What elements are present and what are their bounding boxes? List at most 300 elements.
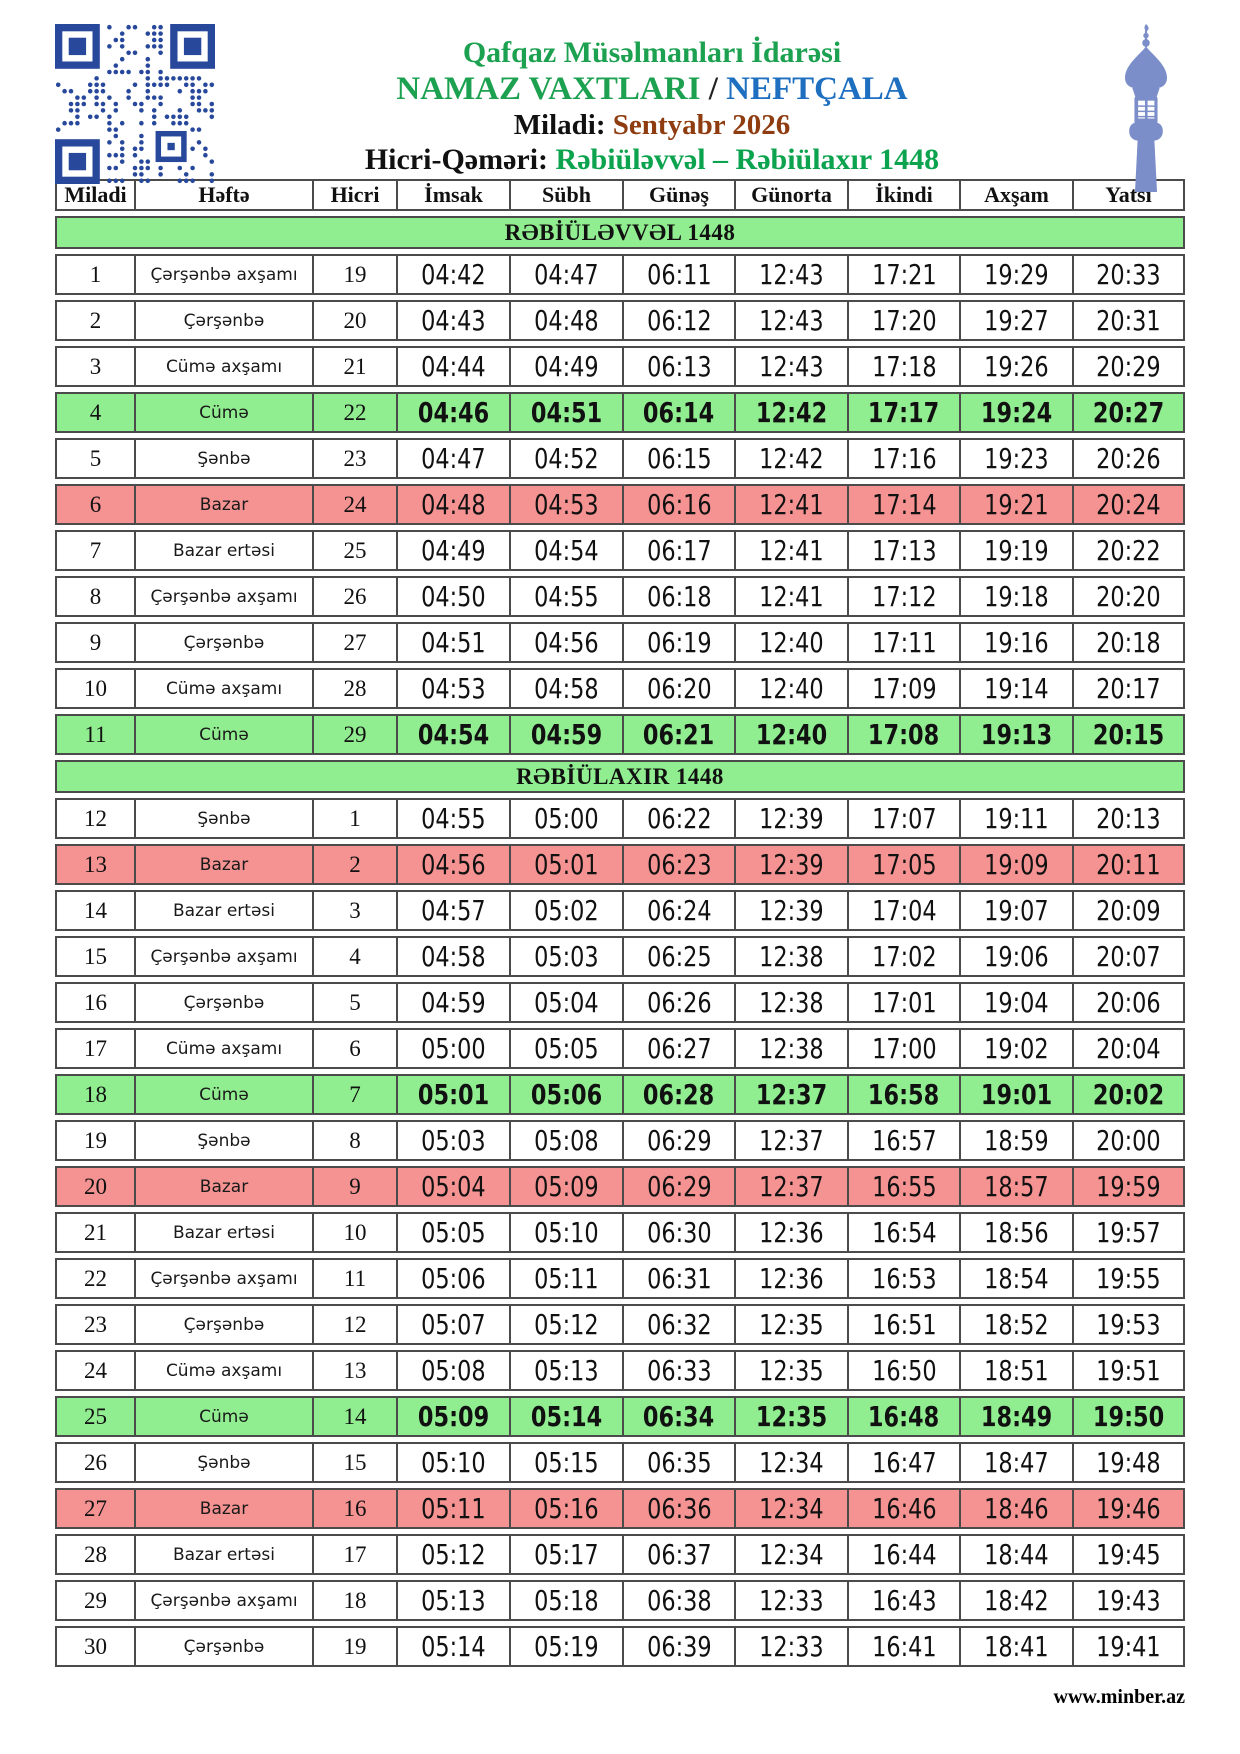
time-value: 17:09 [871, 671, 937, 705]
time-cell-5 [960, 1396, 1073, 1437]
time-cell-0 [397, 346, 510, 387]
time-cell-3 [735, 1120, 848, 1161]
time-value: 05:08 [421, 1353, 486, 1387]
weekday-name: Bazar [135, 1488, 313, 1529]
minaret-icon [1100, 24, 1192, 192]
time-value: 16:44 [871, 1537, 937, 1571]
miladi-day: 11 [55, 714, 135, 755]
prayer-row-day-4 [55, 392, 1185, 433]
time-cell-5 [960, 576, 1073, 617]
weekday-name: Bazar [135, 484, 313, 525]
miladi-day: 22 [55, 1258, 135, 1299]
time-cell-5 [960, 668, 1073, 709]
time-value: 17:13 [871, 533, 937, 567]
weekday-name: Çərşənbə axşamı [135, 936, 313, 977]
time-cell-3 [735, 1074, 848, 1115]
time-value: 06:15 [646, 441, 712, 475]
time-cell-2 [623, 1074, 735, 1115]
time-value: 06:27 [646, 1031, 712, 1065]
time-cell-6 [1073, 346, 1185, 387]
time-cell-1 [510, 254, 623, 295]
time-cell-5 [960, 1120, 1073, 1161]
time-value: 18:49 [980, 1399, 1053, 1433]
time-cell-2 [623, 1028, 735, 1069]
time-cell-4 [848, 982, 960, 1023]
time-value: 06:34 [643, 1399, 715, 1433]
time-cell-1 [510, 1120, 623, 1161]
time-value: 04:50 [421, 579, 486, 613]
miladi-day: 28 [55, 1534, 135, 1575]
time-value: 12:41 [759, 579, 824, 613]
time-value: 12:38 [759, 939, 824, 973]
time-cell-3 [735, 254, 848, 295]
time-cell-5 [960, 714, 1073, 755]
time-value: 04:48 [421, 487, 486, 521]
time-cell-6 [1073, 982, 1185, 1023]
time-value: 05:03 [534, 939, 599, 973]
prayer-row-day-14 [55, 890, 1185, 931]
time-cell-5 [960, 1442, 1073, 1483]
time-cell-1 [510, 576, 623, 617]
time-value: 17:20 [871, 303, 937, 337]
time-cell-2 [623, 1166, 735, 1207]
time-value: 16:58 [868, 1077, 940, 1111]
time-cell-6 [1073, 1626, 1185, 1667]
time-cell-0 [397, 1442, 510, 1483]
time-cell-3 [735, 1350, 848, 1391]
time-value: 12:42 [755, 395, 828, 429]
hicri-day: 8 [313, 1120, 397, 1161]
time-cell-6 [1073, 1074, 1185, 1115]
prayer-times-table [55, 174, 1185, 1672]
time-cell-3 [735, 1396, 848, 1437]
time-cell-3 [735, 484, 848, 525]
time-cell-6 [1073, 1488, 1185, 1529]
time-value: 05:14 [530, 1399, 603, 1433]
time-value: 20:00 [1096, 1123, 1161, 1157]
time-cell-6 [1073, 254, 1185, 295]
column-header-6: Günorta [735, 179, 848, 211]
hicri-day: 2 [313, 844, 397, 885]
time-cell-5 [960, 1258, 1073, 1299]
time-value: 20:22 [1096, 533, 1161, 567]
weekday-name: Bazar [135, 844, 313, 885]
time-value: 06:18 [646, 579, 712, 613]
time-cell-6 [1073, 438, 1185, 479]
time-cell-4 [848, 1166, 960, 1207]
time-value: 06:39 [646, 1629, 712, 1663]
time-cell-0 [397, 890, 510, 931]
column-header-0: Miladi [55, 179, 135, 211]
time-cell-2 [623, 392, 735, 433]
time-cell-5 [960, 844, 1073, 885]
time-cell-6 [1073, 1442, 1185, 1483]
time-cell-1 [510, 844, 623, 885]
time-cell-3 [735, 1626, 848, 1667]
footer-website: www.minber.az [1053, 1686, 1185, 1708]
time-cell-3 [735, 438, 848, 479]
time-cell-6 [1073, 844, 1185, 885]
time-value: 19:46 [1096, 1491, 1161, 1525]
time-cell-2 [623, 1534, 735, 1575]
time-value: 20:02 [1092, 1077, 1165, 1111]
time-cell-5 [960, 1488, 1073, 1529]
time-cell-0 [397, 392, 510, 433]
time-cell-1 [510, 936, 623, 977]
title-block [216, 24, 1088, 178]
prayer-row-day-13 [55, 844, 1185, 885]
section-title: RƏBİÜLƏVVƏL 1448 [55, 216, 1185, 249]
time-value: 05:00 [534, 801, 599, 835]
time-value: 19:07 [984, 893, 1049, 927]
miladi-day: 25 [55, 1396, 135, 1437]
time-value: 20:13 [1096, 801, 1161, 835]
weekday-name: Şənbə [135, 1120, 313, 1161]
time-value: 04:47 [534, 257, 599, 291]
time-value: 06:29 [646, 1169, 712, 1203]
time-cell-2 [623, 1304, 735, 1345]
weekday-name: Çərşənbə [135, 622, 313, 663]
time-value: 05:11 [421, 1491, 486, 1525]
time-value: 04:46 [417, 395, 490, 429]
time-cell-2 [623, 576, 735, 617]
prayer-row-day-15 [55, 936, 1185, 977]
time-value: 12:34 [759, 1491, 824, 1525]
time-value: 12:33 [759, 1583, 824, 1617]
time-cell-0 [397, 300, 510, 341]
time-cell-1 [510, 1074, 623, 1115]
time-value: 12:33 [759, 1629, 824, 1663]
time-value: 05:00 [421, 1031, 486, 1065]
time-cell-0 [397, 936, 510, 977]
time-cell-0 [397, 622, 510, 663]
time-value: 06:28 [643, 1077, 715, 1111]
time-cell-2 [623, 1626, 735, 1667]
miladi-day: 27 [55, 1488, 135, 1529]
section-header-row [55, 216, 1185, 249]
weekday-name: Cümə axşamı [135, 1028, 313, 1069]
hicri-day: 21 [313, 346, 397, 387]
time-cell-1 [510, 438, 623, 479]
time-cell-2 [623, 346, 735, 387]
time-value: 05:01 [534, 847, 599, 881]
time-value: 05:16 [534, 1491, 599, 1525]
time-cell-0 [397, 254, 510, 295]
column-header-row [55, 179, 1185, 211]
time-cell-1 [510, 622, 623, 663]
time-value: 04:43 [421, 303, 486, 337]
hicri-day: 22 [313, 392, 397, 433]
time-cell-2 [623, 254, 735, 295]
time-cell-3 [735, 346, 848, 387]
time-cell-3 [735, 1258, 848, 1299]
time-value: 20:07 [1096, 939, 1161, 973]
time-value: 17:12 [871, 579, 937, 613]
time-value: 20:27 [1092, 395, 1165, 429]
time-cell-1 [510, 346, 623, 387]
hicri-day: 19 [313, 1626, 397, 1667]
time-cell-5 [960, 1028, 1073, 1069]
time-value: 05:10 [534, 1215, 599, 1249]
time-value: 18:42 [984, 1583, 1049, 1617]
miladi-day: 30 [55, 1626, 135, 1667]
time-cell-6 [1073, 1304, 1185, 1345]
time-cell-1 [510, 1534, 623, 1575]
weekday-name: Çərşənbə axşamı [135, 1580, 313, 1621]
time-value: 17:07 [871, 801, 937, 835]
time-value: 17:08 [868, 717, 940, 751]
time-cell-4 [848, 300, 960, 341]
time-cell-6 [1073, 1258, 1185, 1299]
time-cell-5 [960, 1212, 1073, 1253]
weekday-name: Bazar ertəsi [135, 530, 313, 571]
time-cell-5 [960, 1350, 1073, 1391]
time-value: 06:38 [646, 1583, 712, 1617]
weekday-name: Bazar ertəsi [135, 1212, 313, 1253]
prayer-row-day-30 [55, 1626, 1185, 1667]
time-cell-3 [735, 798, 848, 839]
hicri-day: 14 [313, 1396, 397, 1437]
section-title: RƏBİÜLAXIR 1448 [55, 760, 1185, 793]
time-value: 05:19 [534, 1629, 599, 1663]
time-cell-4 [848, 484, 960, 525]
time-value: 20:18 [1096, 625, 1161, 659]
time-cell-5 [960, 530, 1073, 571]
time-value: 16:54 [871, 1215, 937, 1249]
time-cell-6 [1073, 1166, 1185, 1207]
hicri-day: 9 [313, 1166, 397, 1207]
time-cell-1 [510, 1212, 623, 1253]
time-value: 12:43 [759, 349, 824, 383]
time-value: 04:44 [421, 349, 486, 383]
prayer-row-day-25 [55, 1396, 1185, 1437]
time-cell-3 [735, 844, 848, 885]
time-value: 19:11 [984, 801, 1049, 835]
time-cell-6 [1073, 1534, 1185, 1575]
time-value: 06:30 [646, 1215, 712, 1249]
time-cell-1 [510, 300, 623, 341]
time-cell-6 [1073, 668, 1185, 709]
time-cell-2 [623, 890, 735, 931]
weekday-name: Şənbə [135, 798, 313, 839]
hicri-day: 17 [313, 1534, 397, 1575]
time-cell-3 [735, 982, 848, 1023]
weekday-name: Çərşənbə [135, 300, 313, 341]
time-cell-4 [848, 622, 960, 663]
prayer-row-day-6 [55, 484, 1185, 525]
time-value: 06:20 [646, 671, 712, 705]
miladi-day: 5 [55, 438, 135, 479]
time-cell-1 [510, 1304, 623, 1345]
time-cell-0 [397, 714, 510, 755]
time-value: 20:17 [1096, 671, 1161, 705]
time-cell-1 [510, 1488, 623, 1529]
time-cell-5 [960, 622, 1073, 663]
prayer-row-day-19 [55, 1120, 1185, 1161]
miladi-label: Miladi: [513, 109, 606, 142]
time-cell-4 [848, 1074, 960, 1115]
time-value: 12:38 [759, 1031, 824, 1065]
time-cell-4 [848, 668, 960, 709]
weekday-name: Cümə axşamı [135, 346, 313, 387]
time-value: 19:13 [980, 717, 1053, 751]
time-cell-2 [623, 1120, 735, 1161]
hicri-day: 12 [313, 1304, 397, 1345]
time-cell-6 [1073, 1350, 1185, 1391]
time-cell-1 [510, 1350, 623, 1391]
time-cell-2 [623, 1580, 735, 1621]
column-header-8: Axşam [960, 179, 1073, 211]
time-value: 04:48 [534, 303, 599, 337]
time-cell-0 [397, 438, 510, 479]
time-value: 16:50 [871, 1353, 937, 1387]
time-value: 05:09 [534, 1169, 599, 1203]
time-value: 12:35 [755, 1399, 828, 1433]
prayer-row-day-28 [55, 1534, 1185, 1575]
weekday-name: Bazar ertəsi [135, 1534, 313, 1575]
hicri-day: 20 [313, 300, 397, 341]
hicri-day: 1 [313, 798, 397, 839]
miladi-day: 7 [55, 530, 135, 571]
time-value: 19:53 [1096, 1307, 1161, 1341]
time-value: 17:21 [871, 257, 937, 291]
time-cell-6 [1073, 798, 1185, 839]
time-cell-4 [848, 1304, 960, 1345]
time-value: 19:06 [984, 939, 1049, 973]
time-value: 05:12 [534, 1307, 599, 1341]
time-value: 20:15 [1092, 717, 1165, 751]
time-value: 05:06 [530, 1077, 603, 1111]
miladi-day: 12 [55, 798, 135, 839]
hicri-day: 27 [313, 622, 397, 663]
time-cell-6 [1073, 576, 1185, 617]
weekday-name: Cümə axşamı [135, 668, 313, 709]
time-value: 19:21 [984, 487, 1049, 521]
time-value: 12:37 [755, 1077, 828, 1111]
time-cell-5 [960, 798, 1073, 839]
time-value: 04:54 [417, 717, 490, 751]
section-header-row [55, 760, 1185, 793]
time-value: 06:14 [643, 395, 715, 429]
time-value: 20:29 [1096, 349, 1161, 383]
time-value: 04:58 [421, 939, 486, 973]
weekday-name: Cümə [135, 1074, 313, 1115]
time-cell-5 [960, 1580, 1073, 1621]
miladi-day: 4 [55, 392, 135, 433]
column-header-9: Yatsı [1073, 179, 1185, 211]
time-value: 04:59 [530, 717, 603, 751]
time-value: 04:52 [534, 441, 599, 475]
column-header-7: İkindi [848, 179, 960, 211]
prayer-row-day-20 [55, 1166, 1185, 1207]
time-cell-4 [848, 346, 960, 387]
miladi-line [216, 108, 1088, 143]
qr-code [54, 24, 216, 184]
miladi-day: 20 [55, 1166, 135, 1207]
hicri-day: 11 [313, 1258, 397, 1299]
column-header-2: Hicri [313, 179, 397, 211]
time-value: 16:46 [871, 1491, 937, 1525]
time-value: 18:59 [984, 1123, 1049, 1157]
time-value: 19:27 [984, 303, 1049, 337]
time-cell-0 [397, 1166, 510, 1207]
time-value: 19:55 [1096, 1261, 1161, 1295]
miladi-day: 29 [55, 1580, 135, 1621]
hicri-line [216, 143, 1088, 178]
time-cell-0 [397, 798, 510, 839]
time-cell-0 [397, 1304, 510, 1345]
time-cell-1 [510, 1258, 623, 1299]
time-value: 20:31 [1096, 303, 1161, 337]
hicri-day: 18 [313, 1580, 397, 1621]
weekday-name: Çərşənbə [135, 1626, 313, 1667]
time-cell-3 [735, 1580, 848, 1621]
time-value: 18:54 [984, 1261, 1049, 1295]
time-cell-3 [735, 890, 848, 931]
time-value: 19:29 [984, 257, 1049, 291]
miladi-day: 18 [55, 1074, 135, 1115]
time-cell-4 [848, 1350, 960, 1391]
time-cell-5 [960, 484, 1073, 525]
time-cell-3 [735, 576, 848, 617]
hicri-day: 26 [313, 576, 397, 617]
time-value: 17:17 [868, 395, 940, 429]
time-value: 19:09 [984, 847, 1049, 881]
time-cell-2 [623, 484, 735, 525]
time-value: 20:26 [1096, 441, 1161, 475]
time-cell-3 [735, 392, 848, 433]
time-value: 06:12 [646, 303, 712, 337]
time-cell-1 [510, 668, 623, 709]
time-cell-1 [510, 1442, 623, 1483]
time-value: 17:01 [871, 985, 937, 1019]
prayer-row-day-10 [55, 668, 1185, 709]
time-cell-4 [848, 1258, 960, 1299]
time-cell-0 [397, 668, 510, 709]
organization-title: Qafqaz Müsəlmanları İdarəsi [462, 36, 842, 69]
time-value: 06:17 [646, 533, 712, 567]
time-cell-6 [1073, 530, 1185, 571]
time-value: 12:39 [759, 847, 824, 881]
time-value: 18:46 [984, 1491, 1049, 1525]
hicri-day: 13 [313, 1350, 397, 1391]
prayer-row-day-2 [55, 300, 1185, 341]
time-value: 06:25 [646, 939, 712, 973]
time-value: 19:57 [1096, 1215, 1161, 1249]
time-cell-5 [960, 1166, 1073, 1207]
time-cell-5 [960, 890, 1073, 931]
time-cell-0 [397, 484, 510, 525]
time-cell-2 [623, 530, 735, 571]
time-value: 19:19 [984, 533, 1049, 567]
time-cell-4 [848, 1028, 960, 1069]
miladi-day: 8 [55, 576, 135, 617]
time-cell-2 [623, 798, 735, 839]
hicri-day: 23 [313, 438, 397, 479]
prayer-row-day-29 [55, 1580, 1185, 1621]
time-value: 12:39 [759, 893, 824, 927]
time-cell-5 [960, 1304, 1073, 1345]
miladi-day: 14 [55, 890, 135, 931]
miladi-month: Sentyabr 2026 [612, 109, 791, 142]
time-value: 12:40 [759, 625, 824, 659]
weekday-name: Cümə [135, 392, 313, 433]
time-cell-6 [1073, 484, 1185, 525]
time-cell-3 [735, 1028, 848, 1069]
time-value: 19:18 [984, 579, 1049, 613]
time-value: 12:42 [759, 441, 824, 475]
time-cell-5 [960, 1074, 1073, 1115]
